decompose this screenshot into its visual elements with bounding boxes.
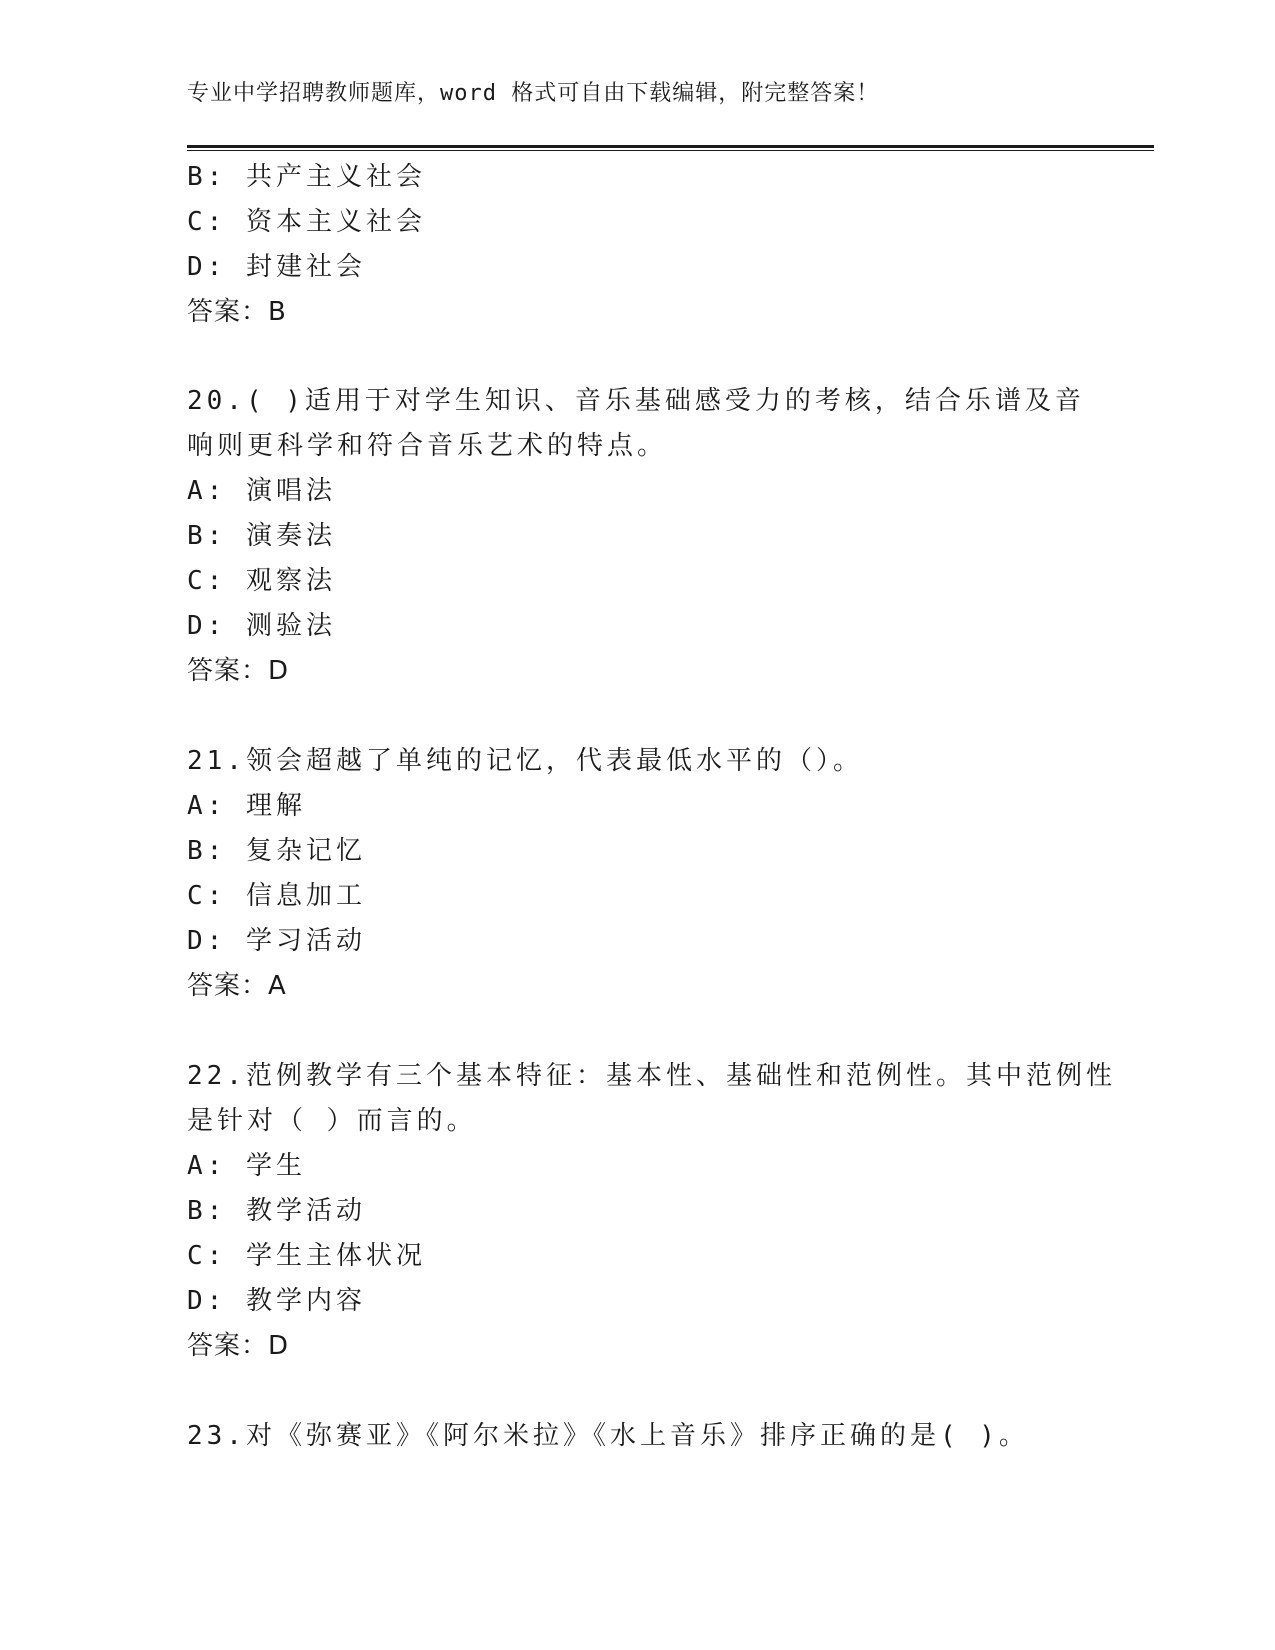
question-stem: 20.( )适用于对学生知识、音乐基础感受力的考核，结合乐谱及音 <box>187 386 1085 416</box>
option-c: C: 资本主义社会 <box>187 207 426 237</box>
option-d: D: 学习活动 <box>187 926 366 956</box>
option-d: D: 封建社会 <box>187 252 366 282</box>
option-b: B: 共产主义社会 <box>187 162 426 192</box>
option-d: D: 测验法 <box>187 611 336 641</box>
question-stem-continued: 是针对（ ）而言的。 <box>187 1106 477 1136</box>
option-b: B: 复杂记忆 <box>187 836 366 866</box>
option-a: A: 演唱法 <box>187 476 336 506</box>
option-a: A: 理解 <box>187 791 306 821</box>
question-stem: 21.领会超越了单纯的记忆，代表最低水平的（）。 <box>187 746 863 776</box>
option-c: C: 观察法 <box>187 566 336 596</box>
option-d: D: 教学内容 <box>187 1286 366 1316</box>
option-a: A: 学生 <box>187 1151 306 1181</box>
answer: 答案：D <box>187 656 290 686</box>
header-text: 专业中学招聘教师题库，word 格式可自由下载编辑，附完整答案！ <box>187 81 880 106</box>
answer: 答案：D <box>187 1331 290 1361</box>
option-b: B: 教学活动 <box>187 1196 366 1226</box>
question-stem-continued: 响则更科学和符合音乐艺术的特点。 <box>187 431 668 461</box>
option-c: C: 学生主体状况 <box>187 1241 426 1271</box>
answer: 答案：A <box>187 971 287 1001</box>
header-divider <box>187 145 1154 152</box>
option-c: C: 信息加工 <box>187 881 366 911</box>
answer: 答案：B <box>187 297 287 327</box>
question-stem: 23.对《弥赛亚》《阿尔米拉》《水上音乐》排序正确的是( )。 <box>187 1421 1029 1451</box>
header-divider-thin <box>187 150 1154 151</box>
option-b: B: 演奏法 <box>187 521 336 551</box>
question-stem: 22.范例教学有三个基本特征：基本性、基础性和范例性。其中范例性 <box>187 1061 1116 1091</box>
header-divider-thick <box>187 145 1154 148</box>
